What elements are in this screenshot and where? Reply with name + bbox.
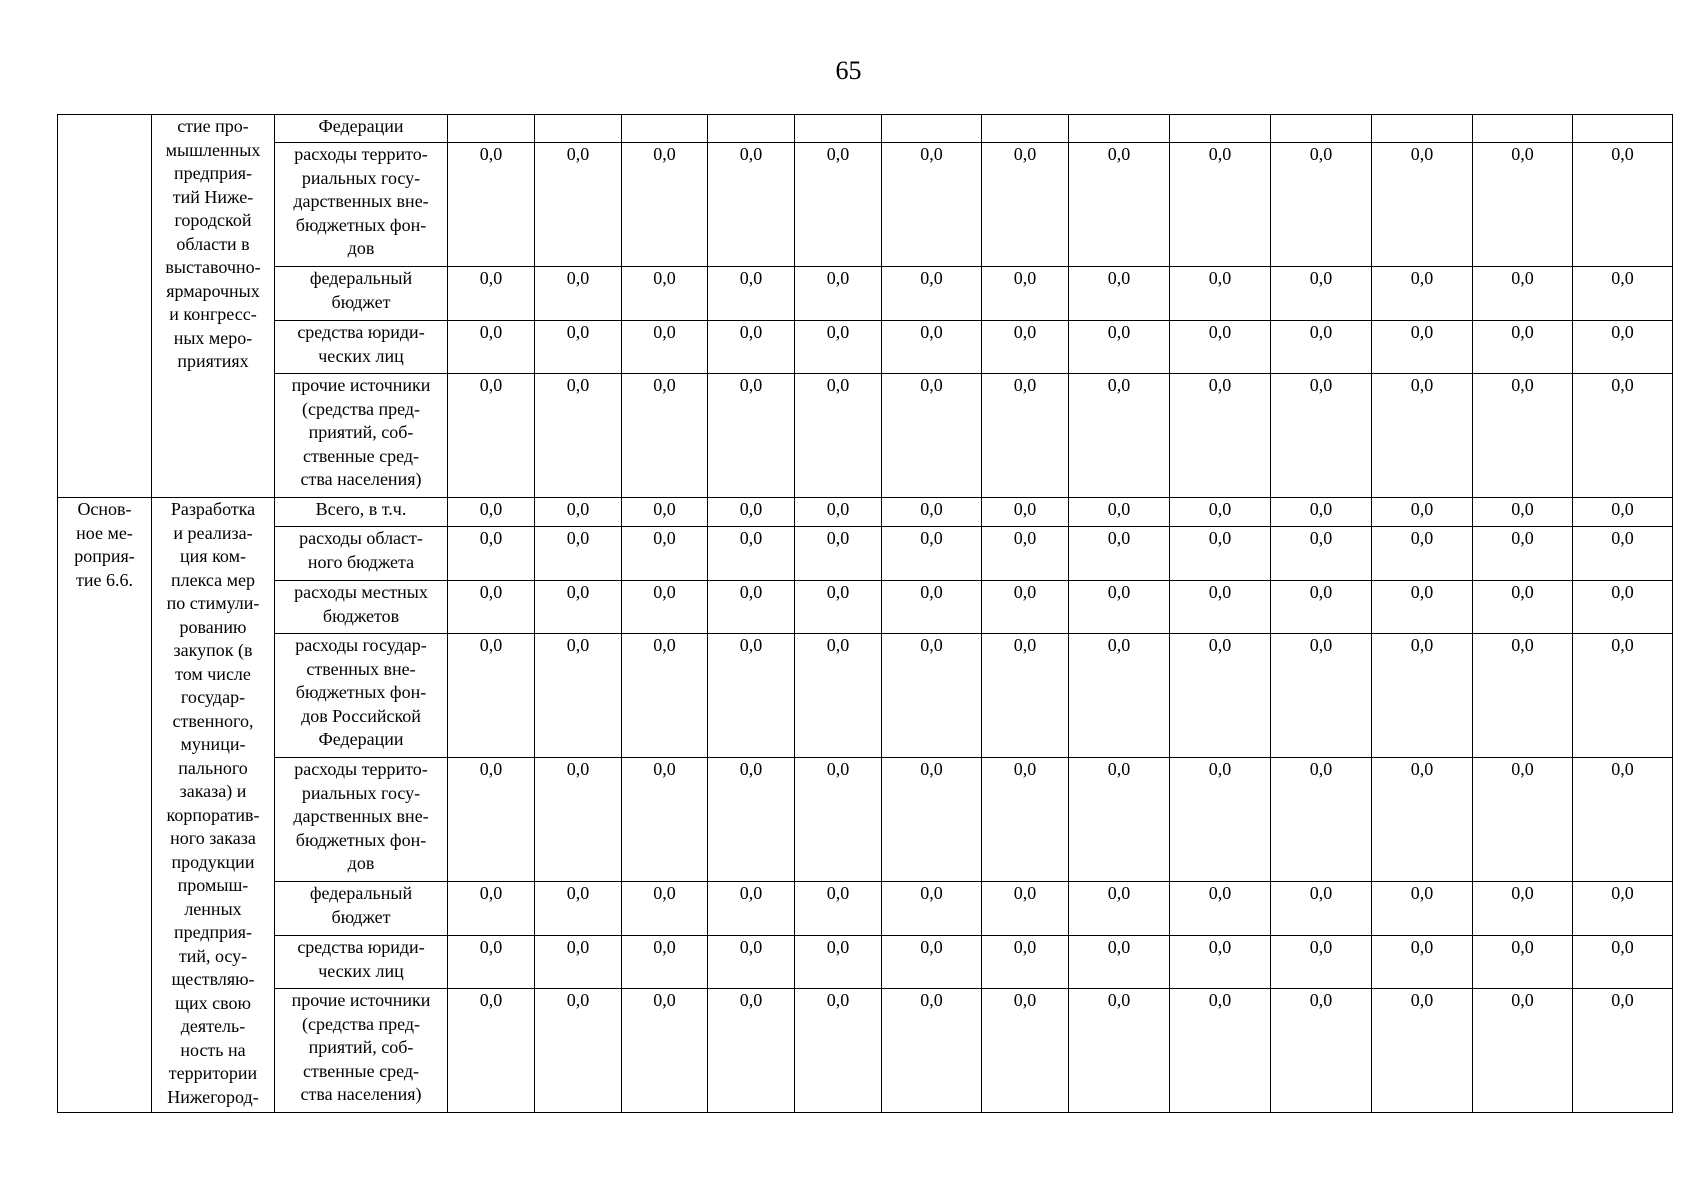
table-row	[58, 267, 1673, 321]
value-cell: 0,0	[708, 882, 795, 936]
value-cell: 0,0	[1170, 374, 1271, 498]
value-cell: 0,0	[448, 143, 535, 267]
value-cell: 0,0	[1473, 936, 1573, 989]
value-cell: 0,0	[1271, 143, 1372, 267]
value-cell: 0,0	[1271, 374, 1372, 498]
funding-source-cell: средства юриди- ческих лиц	[275, 321, 448, 374]
activity-code-cell: Основ- ное ме- роприя- тие 6.6.	[58, 498, 152, 1113]
funding-source-cell: средства юриди- ческих лиц	[275, 936, 448, 989]
value-cell: 0,0	[1573, 936, 1673, 989]
value-cell: 0,0	[1069, 143, 1170, 267]
table-row	[58, 321, 1673, 374]
funding-source-cell: расходы област- ного бюджета	[275, 527, 448, 581]
value-cell	[882, 115, 982, 143]
value-cell: 0,0	[1372, 143, 1473, 267]
value-cell: 0,0	[708, 936, 795, 989]
funding-source-cell: расходы террито- риальных госу- дарственных вне- бюджетных фон- дов	[275, 758, 448, 882]
table-row	[58, 498, 1673, 527]
value-cell: 0,0	[1271, 634, 1372, 758]
value-cell: 0,0	[1271, 882, 1372, 936]
value-cell: 0,0	[535, 882, 622, 936]
activity-name-cell: стие про- мышленных предприя- тий Ниже- городской области в выставочно- ярмарочных и конгресс- ных меро- приятиях	[152, 115, 275, 498]
value-cell: 0,0	[1372, 498, 1473, 527]
funding-source-cell: расходы государ- ственных вне- бюджетных фон- дов Российской Федерации	[275, 634, 448, 758]
value-cell: 0,0	[448, 758, 535, 882]
value-cell: 0,0	[1473, 498, 1573, 527]
value-cell: 0,0	[982, 882, 1069, 936]
value-cell: 0,0	[1372, 882, 1473, 936]
value-cell: 0,0	[1170, 581, 1271, 634]
value-cell: 0,0	[1573, 527, 1673, 581]
value-cell: 0,0	[708, 498, 795, 527]
value-cell: 0,0	[982, 581, 1069, 634]
value-cell	[1069, 115, 1170, 143]
value-cell: 0,0	[448, 527, 535, 581]
value-cell: 0,0	[795, 581, 882, 634]
value-cell: 0,0	[1069, 498, 1170, 527]
value-cell: 0,0	[535, 374, 622, 498]
value-cell: 0,0	[1372, 267, 1473, 321]
value-cell: 0,0	[1573, 634, 1673, 758]
value-cell: 0,0	[1170, 936, 1271, 989]
value-cell: 0,0	[622, 267, 708, 321]
value-cell: 0,0	[1372, 321, 1473, 374]
value-cell: 0,0	[1271, 936, 1372, 989]
value-cell: 0,0	[1573, 498, 1673, 527]
value-cell: 0,0	[1069, 758, 1170, 882]
value-cell: 0,0	[795, 321, 882, 374]
value-cell: 0,0	[1473, 634, 1573, 758]
value-cell: 0,0	[535, 936, 622, 989]
value-cell: 0,0	[1372, 936, 1473, 989]
value-cell: 0,0	[1271, 758, 1372, 882]
value-cell: 0,0	[1271, 498, 1372, 527]
value-cell: 0,0	[1271, 321, 1372, 374]
value-cell	[1372, 115, 1473, 143]
value-cell: 0,0	[1573, 758, 1673, 882]
value-cell: 0,0	[1170, 634, 1271, 758]
value-cell: 0,0	[1170, 321, 1271, 374]
value-cell: 0,0	[1372, 581, 1473, 634]
value-cell: 0,0	[708, 374, 795, 498]
value-cell: 0,0	[535, 321, 622, 374]
value-cell: 0,0	[622, 527, 708, 581]
value-cell	[1170, 115, 1271, 143]
value-cell: 0,0	[622, 143, 708, 267]
value-cell: 0,0	[1573, 581, 1673, 634]
value-cell: 0,0	[1473, 581, 1573, 634]
funding-source-cell: федеральный бюджет	[275, 267, 448, 321]
value-cell: 0,0	[882, 374, 982, 498]
value-cell: 0,0	[535, 634, 622, 758]
value-cell: 0,0	[622, 581, 708, 634]
value-cell: 0,0	[448, 267, 535, 321]
value-cell: 0,0	[1573, 882, 1673, 936]
value-cell: 0,0	[882, 581, 982, 634]
value-cell: 0,0	[982, 321, 1069, 374]
value-cell	[535, 115, 622, 143]
value-cell: 0,0	[1473, 882, 1573, 936]
value-cell: 0,0	[622, 989, 708, 1113]
table-row	[58, 936, 1673, 989]
value-cell: 0,0	[708, 989, 795, 1113]
value-cell: 0,0	[708, 527, 795, 581]
value-cell	[1271, 115, 1372, 143]
table-row	[58, 989, 1673, 1113]
value-cell: 0,0	[448, 581, 535, 634]
value-cell: 0,0	[882, 634, 982, 758]
value-cell: 0,0	[882, 267, 982, 321]
value-cell: 0,0	[1372, 527, 1473, 581]
value-cell: 0,0	[982, 527, 1069, 581]
value-cell: 0,0	[795, 758, 882, 882]
value-cell: 0,0	[982, 758, 1069, 882]
value-cell: 0,0	[448, 634, 535, 758]
value-cell: 0,0	[795, 634, 882, 758]
value-cell: 0,0	[795, 498, 882, 527]
value-cell: 0,0	[882, 321, 982, 374]
value-cell: 0,0	[448, 936, 535, 989]
value-cell: 0,0	[1069, 267, 1170, 321]
value-cell: 0,0	[882, 758, 982, 882]
value-cell: 0,0	[1573, 374, 1673, 498]
value-cell: 0,0	[622, 374, 708, 498]
value-cell: 0,0	[982, 634, 1069, 758]
value-cell	[708, 115, 795, 143]
value-cell: 0,0	[535, 758, 622, 882]
funding-source-cell: расходы местных бюджетов	[275, 581, 448, 634]
funding-source-cell: Федерации	[275, 115, 448, 143]
table-row	[58, 143, 1673, 267]
value-cell: 0,0	[1170, 143, 1271, 267]
value-cell: 0,0	[1069, 374, 1170, 498]
value-cell: 0,0	[1069, 936, 1170, 989]
value-cell: 0,0	[982, 498, 1069, 527]
table-row	[58, 527, 1673, 581]
value-cell: 0,0	[1473, 527, 1573, 581]
value-cell: 0,0	[535, 989, 622, 1113]
value-cell	[982, 115, 1069, 143]
value-cell	[1573, 115, 1673, 143]
value-cell: 0,0	[1271, 989, 1372, 1113]
value-cell: 0,0	[1271, 527, 1372, 581]
value-cell: 0,0	[1170, 527, 1271, 581]
table-row	[58, 581, 1673, 634]
value-cell: 0,0	[1069, 527, 1170, 581]
value-cell: 0,0	[982, 374, 1069, 498]
funding-source-cell: расходы террито- риальных госу- дарственных вне- бюджетных фон- дов	[275, 143, 448, 267]
value-cell	[1473, 115, 1573, 143]
value-cell: 0,0	[448, 989, 535, 1113]
funding-table	[57, 114, 1673, 1113]
value-cell: 0,0	[535, 527, 622, 581]
value-cell: 0,0	[882, 989, 982, 1113]
value-cell: 0,0	[622, 758, 708, 882]
table-row	[58, 758, 1673, 882]
value-cell: 0,0	[708, 321, 795, 374]
value-cell: 0,0	[535, 267, 622, 321]
value-cell: 0,0	[1069, 581, 1170, 634]
value-cell: 0,0	[1170, 758, 1271, 882]
value-cell: 0,0	[708, 581, 795, 634]
table-row	[58, 882, 1673, 936]
value-cell: 0,0	[1069, 634, 1170, 758]
value-cell: 0,0	[982, 143, 1069, 267]
value-cell	[448, 115, 535, 143]
value-cell: 0,0	[1573, 143, 1673, 267]
value-cell: 0,0	[535, 581, 622, 634]
value-cell: 0,0	[882, 527, 982, 581]
value-cell: 0,0	[708, 267, 795, 321]
value-cell: 0,0	[1170, 989, 1271, 1113]
value-cell: 0,0	[708, 758, 795, 882]
page-number: 65	[835, 56, 862, 85]
value-cell: 0,0	[882, 882, 982, 936]
value-cell: 0,0	[1069, 989, 1170, 1113]
table-row	[58, 374, 1673, 498]
value-cell: 0,0	[448, 374, 535, 498]
value-cell: 0,0	[622, 634, 708, 758]
value-cell: 0,0	[795, 143, 882, 267]
value-cell: 0,0	[1473, 758, 1573, 882]
value-cell: 0,0	[448, 321, 535, 374]
activity-name-cell: Разработка и реализа- ция ком- плекса мер по стимули- рованию закупок (в том числе государ- ственного, муници- пального заказа) и корпоратив- ного заказа продукции промыш- ленных предприя- тий, осу- ществляю- щих свою деятель- ность на территории Нижегород-	[152, 498, 275, 1113]
value-cell: 0,0	[882, 498, 982, 527]
table-row	[58, 115, 1673, 143]
value-cell: 0,0	[1069, 321, 1170, 374]
activity-code-cell	[58, 115, 152, 498]
value-cell: 0,0	[1170, 498, 1271, 527]
value-cell: 0,0	[882, 936, 982, 989]
value-cell: 0,0	[795, 989, 882, 1113]
value-cell: 0,0	[1271, 581, 1372, 634]
funding-source-cell: федеральный бюджет	[275, 882, 448, 936]
value-cell: 0,0	[795, 936, 882, 989]
value-cell: 0,0	[622, 321, 708, 374]
value-cell: 0,0	[1473, 321, 1573, 374]
value-cell	[795, 115, 882, 143]
value-cell: 0,0	[1372, 634, 1473, 758]
funding-source-cell: Всего, в т.ч.	[275, 498, 448, 527]
value-cell: 0,0	[1069, 882, 1170, 936]
value-cell: 0,0	[882, 143, 982, 267]
value-cell: 0,0	[535, 498, 622, 527]
value-cell: 0,0	[1473, 143, 1573, 267]
value-cell	[622, 115, 708, 143]
value-cell: 0,0	[982, 936, 1069, 989]
value-cell: 0,0	[622, 882, 708, 936]
value-cell: 0,0	[708, 634, 795, 758]
value-cell: 0,0	[622, 936, 708, 989]
value-cell: 0,0	[448, 498, 535, 527]
value-cell: 0,0	[982, 267, 1069, 321]
value-cell: 0,0	[708, 143, 795, 267]
value-cell: 0,0	[1372, 989, 1473, 1113]
value-cell: 0,0	[1573, 321, 1673, 374]
value-cell: 0,0	[1170, 882, 1271, 936]
value-cell: 0,0	[1473, 989, 1573, 1113]
value-cell: 0,0	[795, 882, 882, 936]
value-cell: 0,0	[1372, 374, 1473, 498]
funding-source-cell: прочие источники (средства пред- приятий, соб- ственные сред- ства населения)	[275, 989, 448, 1113]
value-cell: 0,0	[795, 374, 882, 498]
value-cell: 0,0	[795, 267, 882, 321]
value-cell: 0,0	[795, 527, 882, 581]
value-cell: 0,0	[622, 498, 708, 527]
value-cell: 0,0	[1271, 267, 1372, 321]
value-cell: 0,0	[535, 143, 622, 267]
value-cell: 0,0	[1573, 267, 1673, 321]
value-cell: 0,0	[1372, 758, 1473, 882]
value-cell: 0,0	[1473, 267, 1573, 321]
value-cell: 0,0	[1573, 989, 1673, 1113]
table-row	[58, 634, 1673, 758]
value-cell: 0,0	[1170, 267, 1271, 321]
funding-source-cell: прочие источники (средства пред- приятий, соб- ственные сред- ства населения)	[275, 374, 448, 498]
value-cell: 0,0	[1473, 374, 1573, 498]
value-cell: 0,0	[982, 989, 1069, 1113]
value-cell: 0,0	[448, 882, 535, 936]
